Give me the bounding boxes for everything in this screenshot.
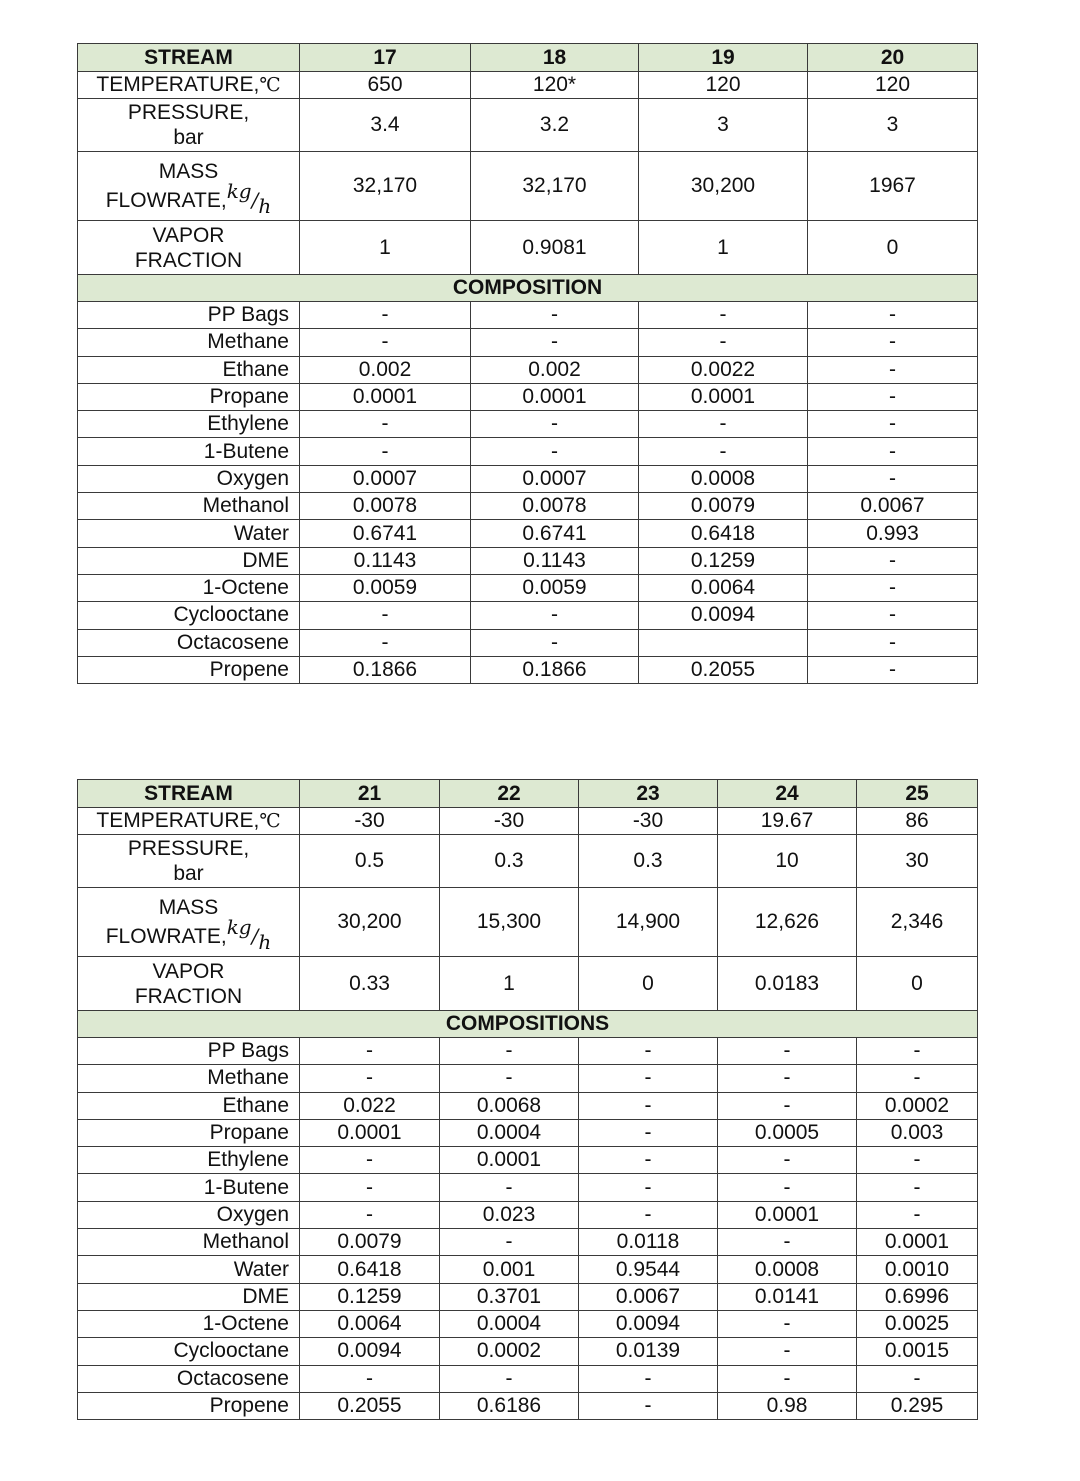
composition-value: - xyxy=(639,302,808,329)
composition-row xyxy=(78,574,978,601)
composition-value: - xyxy=(300,1174,440,1201)
flowrate-unit xyxy=(227,179,272,218)
composition-value: 0.0007 xyxy=(471,465,639,492)
composition-value: 0.993 xyxy=(808,520,978,547)
component-name: PP Bags xyxy=(78,1038,300,1065)
composition-value: - xyxy=(579,1392,718,1419)
composition-value: - xyxy=(579,1065,718,1092)
composition-value: - xyxy=(718,1092,857,1119)
composition-value: 0.1259 xyxy=(300,1283,440,1310)
component-name: Ethane xyxy=(78,1092,300,1119)
composition-value: - xyxy=(300,1065,440,1092)
composition-value: - xyxy=(808,465,978,492)
temperature-label xyxy=(78,72,300,99)
pressure-value: 0.3 xyxy=(440,835,579,888)
composition-section-title: COMPOSITIONS xyxy=(78,1011,978,1038)
unit-numerator: kg xyxy=(226,179,252,203)
composition-row xyxy=(78,302,978,329)
component-name: Propane xyxy=(78,383,300,410)
pressure-value: 0.5 xyxy=(300,835,440,888)
composition-value: - xyxy=(639,329,808,356)
composition-value: 0.0068 xyxy=(440,1092,579,1119)
composition-value: 0.0001 xyxy=(718,1201,857,1228)
temperature-value: -30 xyxy=(579,808,718,835)
unit-numerator: kg xyxy=(226,915,252,939)
composition-value: 0.0064 xyxy=(639,574,808,601)
composition-value: - xyxy=(300,1147,440,1174)
composition-value: - xyxy=(857,1065,978,1092)
composition-value: - xyxy=(808,329,978,356)
temperature-unit: ℃ xyxy=(259,74,281,96)
composition-value: 0.1143 xyxy=(471,547,639,574)
composition-row xyxy=(78,520,978,547)
vapor-fraction-value: 1 xyxy=(300,221,471,275)
component-name: Ethylene xyxy=(78,411,300,438)
pressure-unit: bar xyxy=(173,862,204,885)
stream-number: 21 xyxy=(300,780,440,808)
composition-row xyxy=(78,383,978,410)
mass-flowrate-value: 1967 xyxy=(808,152,978,221)
composition-value: - xyxy=(808,383,978,410)
composition-row xyxy=(78,602,978,629)
composition-value: - xyxy=(808,302,978,329)
composition-row xyxy=(78,629,978,656)
vapor-fraction-label xyxy=(78,957,300,1011)
temperature-row xyxy=(78,72,978,99)
temperature-unit: ℃ xyxy=(259,810,281,832)
composition-value: - xyxy=(579,1365,718,1392)
composition-row xyxy=(78,1065,978,1092)
composition-value: 0.0067 xyxy=(579,1283,718,1310)
component-name: Octacosene xyxy=(78,1365,300,1392)
composition-value: - xyxy=(639,411,808,438)
composition-value: - xyxy=(808,438,978,465)
composition-value xyxy=(639,629,808,656)
composition-row xyxy=(78,411,978,438)
vapor-fraction-value: 0.33 xyxy=(300,957,440,1011)
composition-value: - xyxy=(471,438,639,465)
stream-label: STREAM xyxy=(78,780,300,808)
composition-value: - xyxy=(808,356,978,383)
vapor-fraction-label xyxy=(78,221,300,275)
composition-row xyxy=(78,1038,978,1065)
composition-value: 0.6741 xyxy=(471,520,639,547)
component-name: 1-Butene xyxy=(78,438,300,465)
component-name: Octacosene xyxy=(78,629,300,656)
component-name: Ethane xyxy=(78,356,300,383)
mass-flowrate-row xyxy=(78,888,978,957)
composition-value: 0.0001 xyxy=(857,1229,978,1256)
composition-value: - xyxy=(300,411,471,438)
composition-value: 0.0004 xyxy=(440,1310,579,1337)
fraction-text: FRACTION xyxy=(134,248,243,272)
unit-denominator: h xyxy=(258,194,272,218)
mass-flowrate-label xyxy=(78,888,300,957)
composition-value: - xyxy=(579,1119,718,1146)
stream-number: 19 xyxy=(639,44,808,72)
vapor-fraction-row xyxy=(78,221,978,275)
composition-value: - xyxy=(471,411,639,438)
composition-value: 0.3701 xyxy=(440,1283,579,1310)
composition-value: - xyxy=(300,302,471,329)
composition-value: - xyxy=(857,1147,978,1174)
vapor-text: VAPOR xyxy=(152,959,225,983)
composition-value: - xyxy=(471,602,639,629)
temperature-value: 120* xyxy=(471,72,639,99)
composition-value: 0.6186 xyxy=(440,1392,579,1419)
component-name: Methanol xyxy=(78,1229,300,1256)
flowrate-text: FLOWRATE, xyxy=(105,189,227,212)
composition-row xyxy=(78,1310,978,1337)
pressure-value: 3 xyxy=(808,99,978,152)
temperature-value: 86 xyxy=(857,808,978,835)
composition-section-title: COMPOSITION xyxy=(78,275,978,302)
component-name: Methane xyxy=(78,1065,300,1092)
composition-value: - xyxy=(300,1365,440,1392)
flowrate-line xyxy=(78,915,299,954)
composition-value: 0.0059 xyxy=(471,574,639,601)
composition-value: - xyxy=(471,329,639,356)
composition-value: 0.0002 xyxy=(857,1092,978,1119)
composition-value: - xyxy=(300,602,471,629)
component-name: 1-Octene xyxy=(78,1310,300,1337)
component-name: DME xyxy=(78,1283,300,1310)
composition-value: 0.003 xyxy=(857,1119,978,1146)
composition-value: - xyxy=(579,1038,718,1065)
pressure-label xyxy=(78,99,300,152)
composition-value: 0.0078 xyxy=(471,493,639,520)
pressure-value: 0.3 xyxy=(579,835,718,888)
composition-row xyxy=(78,1256,978,1283)
temperature-value: -30 xyxy=(300,808,440,835)
pressure-row xyxy=(78,99,978,152)
composition-value: - xyxy=(808,411,978,438)
composition-row xyxy=(78,547,978,574)
composition-value: 0.023 xyxy=(440,1201,579,1228)
composition-value: - xyxy=(579,1201,718,1228)
vapor-fraction-value: 0 xyxy=(808,221,978,275)
composition-value: 0.001 xyxy=(440,1256,579,1283)
stream-table-1 xyxy=(77,43,978,684)
stream-number: 17 xyxy=(300,44,471,72)
stream-header-row xyxy=(78,780,978,808)
composition-value: 0.1259 xyxy=(639,547,808,574)
composition-value: 0.295 xyxy=(857,1392,978,1419)
unit-denominator: h xyxy=(258,930,272,954)
composition-value: - xyxy=(440,1174,579,1201)
composition-value: - xyxy=(808,656,978,683)
component-name: Propane xyxy=(78,1119,300,1146)
stream-header-row xyxy=(78,44,978,72)
composition-value: - xyxy=(300,329,471,356)
component-name: PP Bags xyxy=(78,302,300,329)
composition-value: 0.0005 xyxy=(718,1119,857,1146)
composition-value: 0.0141 xyxy=(718,1283,857,1310)
composition-value: 0.0001 xyxy=(440,1147,579,1174)
composition-value: - xyxy=(579,1147,718,1174)
component-name: Propene xyxy=(78,656,300,683)
composition-value: - xyxy=(440,1365,579,1392)
vapor-fraction-value: 1 xyxy=(440,957,579,1011)
composition-row xyxy=(78,438,978,465)
temperature-value: -30 xyxy=(440,808,579,835)
composition-value: 0.0008 xyxy=(639,465,808,492)
mass-flowrate-value: 15,300 xyxy=(440,888,579,957)
composition-value: 0.9544 xyxy=(579,1256,718,1283)
composition-value: 0.0002 xyxy=(440,1338,579,1365)
composition-value: 0.1866 xyxy=(471,656,639,683)
vapor-fraction-value: 0.0183 xyxy=(718,957,857,1011)
component-name: Oxygen xyxy=(78,1201,300,1228)
composition-value: 0.022 xyxy=(300,1092,440,1119)
stream-number: 25 xyxy=(857,780,978,808)
composition-value: - xyxy=(440,1065,579,1092)
stream-table-2 xyxy=(77,779,978,1420)
composition-value: 0.0079 xyxy=(639,493,808,520)
temperature-value: 120 xyxy=(639,72,808,99)
composition-value: - xyxy=(857,1201,978,1228)
composition-value: - xyxy=(300,629,471,656)
temperature-value: 19.67 xyxy=(718,808,857,835)
mass-flowrate-value: 32,170 xyxy=(471,152,639,221)
composition-value: 0.0004 xyxy=(440,1119,579,1146)
stream-number: 18 xyxy=(471,44,639,72)
composition-value: - xyxy=(718,1065,857,1092)
component-name: Cyclooctane xyxy=(78,602,300,629)
vapor-fraction-value: 1 xyxy=(639,221,808,275)
vapor-fraction-value: 0 xyxy=(857,957,978,1011)
composition-row xyxy=(78,1174,978,1201)
composition-row xyxy=(78,1229,978,1256)
composition-value: - xyxy=(808,629,978,656)
composition-value: - xyxy=(579,1174,718,1201)
composition-row xyxy=(78,1338,978,1365)
vapor-fraction-row xyxy=(78,957,978,1011)
composition-value: 0.0008 xyxy=(718,1256,857,1283)
composition-value: 0.0001 xyxy=(300,383,471,410)
pressure-value: 3.4 xyxy=(300,99,471,152)
temperature-text: TEMPERATURE, xyxy=(96,73,260,96)
composition-row xyxy=(78,1392,978,1419)
composition-row xyxy=(78,1092,978,1119)
composition-value: - xyxy=(718,1174,857,1201)
temperature-label xyxy=(78,808,300,835)
composition-value: - xyxy=(808,602,978,629)
composition-value: 0.0015 xyxy=(857,1338,978,1365)
composition-value: 0.1143 xyxy=(300,547,471,574)
composition-value: - xyxy=(440,1038,579,1065)
composition-value: 0.2055 xyxy=(300,1392,440,1419)
composition-value: 0.0025 xyxy=(857,1310,978,1337)
composition-value: 0.0064 xyxy=(300,1310,440,1337)
composition-value: 0.6418 xyxy=(639,520,808,547)
composition-value: - xyxy=(639,438,808,465)
mass-text: MASS xyxy=(158,896,219,919)
vapor-fraction-value: 0 xyxy=(579,957,718,1011)
composition-value: - xyxy=(579,1092,718,1119)
composition-value: 0.002 xyxy=(471,356,639,383)
composition-value: - xyxy=(471,302,639,329)
stream-number: 23 xyxy=(579,780,718,808)
composition-value: 0.0067 xyxy=(808,493,978,520)
composition-value: 0.0078 xyxy=(300,493,471,520)
composition-value: - xyxy=(718,1229,857,1256)
mass-text: MASS xyxy=(158,160,219,183)
composition-value: - xyxy=(300,1201,440,1228)
composition-value: 0.0001 xyxy=(300,1119,440,1146)
component-name: Methane xyxy=(78,329,300,356)
composition-value: - xyxy=(718,1338,857,1365)
composition-value: - xyxy=(300,438,471,465)
composition-value: - xyxy=(718,1310,857,1337)
composition-row xyxy=(78,1119,978,1146)
composition-value: - xyxy=(857,1365,978,1392)
mass-flowrate-value: 32,170 xyxy=(300,152,471,221)
mass-flowrate-value: 30,200 xyxy=(639,152,808,221)
component-name: 1-Octene xyxy=(78,574,300,601)
vapor-text: VAPOR xyxy=(152,223,225,247)
composition-value: 0.0094 xyxy=(579,1310,718,1337)
temperature-text: TEMPERATURE, xyxy=(96,809,260,832)
composition-value: 0.0059 xyxy=(300,574,471,601)
composition-section-row xyxy=(78,1011,978,1038)
component-name: Methanol xyxy=(78,493,300,520)
mass-flowrate-value: 14,900 xyxy=(579,888,718,957)
component-name: Cyclooctane xyxy=(78,1338,300,1365)
composition-row xyxy=(78,493,978,520)
temperature-value: 650 xyxy=(300,72,471,99)
composition-row xyxy=(78,656,978,683)
composition-value: 0.2055 xyxy=(639,656,808,683)
composition-value: - xyxy=(857,1038,978,1065)
composition-row xyxy=(78,356,978,383)
composition-value: 0.0001 xyxy=(471,383,639,410)
pressure-unit: bar xyxy=(173,126,204,149)
composition-value: 0.0010 xyxy=(857,1256,978,1283)
flowrate-line xyxy=(78,179,299,218)
composition-row xyxy=(78,1201,978,1228)
composition-value: 0.0022 xyxy=(639,356,808,383)
composition-value: - xyxy=(440,1229,579,1256)
mass-flowrate-value: 30,200 xyxy=(300,888,440,957)
component-name: Propene xyxy=(78,1392,300,1419)
composition-row xyxy=(78,1365,978,1392)
temperature-row xyxy=(78,808,978,835)
pressure-text: PRESSURE, xyxy=(127,101,250,124)
composition-value: 0.98 xyxy=(718,1392,857,1419)
composition-value: - xyxy=(718,1147,857,1174)
component-name: Water xyxy=(78,1256,300,1283)
composition-value: - xyxy=(718,1365,857,1392)
composition-value: - xyxy=(857,1174,978,1201)
composition-row xyxy=(78,465,978,492)
composition-value: 0.6418 xyxy=(300,1256,440,1283)
flowrate-text: FLOWRATE, xyxy=(105,925,227,948)
vapor-fraction-value: 0.9081 xyxy=(471,221,639,275)
composition-value: 0.6996 xyxy=(857,1283,978,1310)
stream-number: 24 xyxy=(718,780,857,808)
pressure-value: 10 xyxy=(718,835,857,888)
composition-value: - xyxy=(808,574,978,601)
pressure-label xyxy=(78,835,300,888)
composition-value: 0.6741 xyxy=(300,520,471,547)
stream-label: STREAM xyxy=(78,44,300,72)
composition-row xyxy=(78,329,978,356)
composition-value: - xyxy=(808,547,978,574)
pressure-value: 30 xyxy=(857,835,978,888)
component-name: Oxygen xyxy=(78,465,300,492)
composition-section-row xyxy=(78,275,978,302)
component-name: DME xyxy=(78,547,300,574)
composition-value: 0.0139 xyxy=(579,1338,718,1365)
pressure-text: PRESSURE, xyxy=(127,837,250,860)
composition-value: 0.0118 xyxy=(579,1229,718,1256)
component-name: Water xyxy=(78,520,300,547)
temperature-value: 120 xyxy=(808,72,978,99)
unit-slash: / xyxy=(251,188,259,212)
composition-value: - xyxy=(300,1038,440,1065)
unit-slash: / xyxy=(251,924,259,948)
pressure-value: 3 xyxy=(639,99,808,152)
composition-value: 0.0079 xyxy=(300,1229,440,1256)
component-name: 1-Butene xyxy=(78,1174,300,1201)
mass-flowrate-value: 2,346 xyxy=(857,888,978,957)
composition-value: 0.002 xyxy=(300,356,471,383)
fraction-text: FRACTION xyxy=(134,984,243,1008)
stream-number: 22 xyxy=(440,780,579,808)
composition-value: 0.0007 xyxy=(300,465,471,492)
composition-value: 0.1866 xyxy=(300,656,471,683)
composition-value: - xyxy=(718,1038,857,1065)
component-name: Ethylene xyxy=(78,1147,300,1174)
flowrate-unit xyxy=(227,915,272,954)
composition-value: - xyxy=(471,629,639,656)
mass-flowrate-row xyxy=(78,152,978,221)
pressure-row xyxy=(78,835,978,888)
composition-value: 0.0001 xyxy=(639,383,808,410)
pressure-value: 3.2 xyxy=(471,99,639,152)
mass-flowrate-value: 12,626 xyxy=(718,888,857,957)
composition-row xyxy=(78,1283,978,1310)
composition-value: 0.0094 xyxy=(639,602,808,629)
composition-row xyxy=(78,1147,978,1174)
stream-number: 20 xyxy=(808,44,978,72)
mass-flowrate-label xyxy=(78,152,300,221)
composition-value: 0.0094 xyxy=(300,1338,440,1365)
